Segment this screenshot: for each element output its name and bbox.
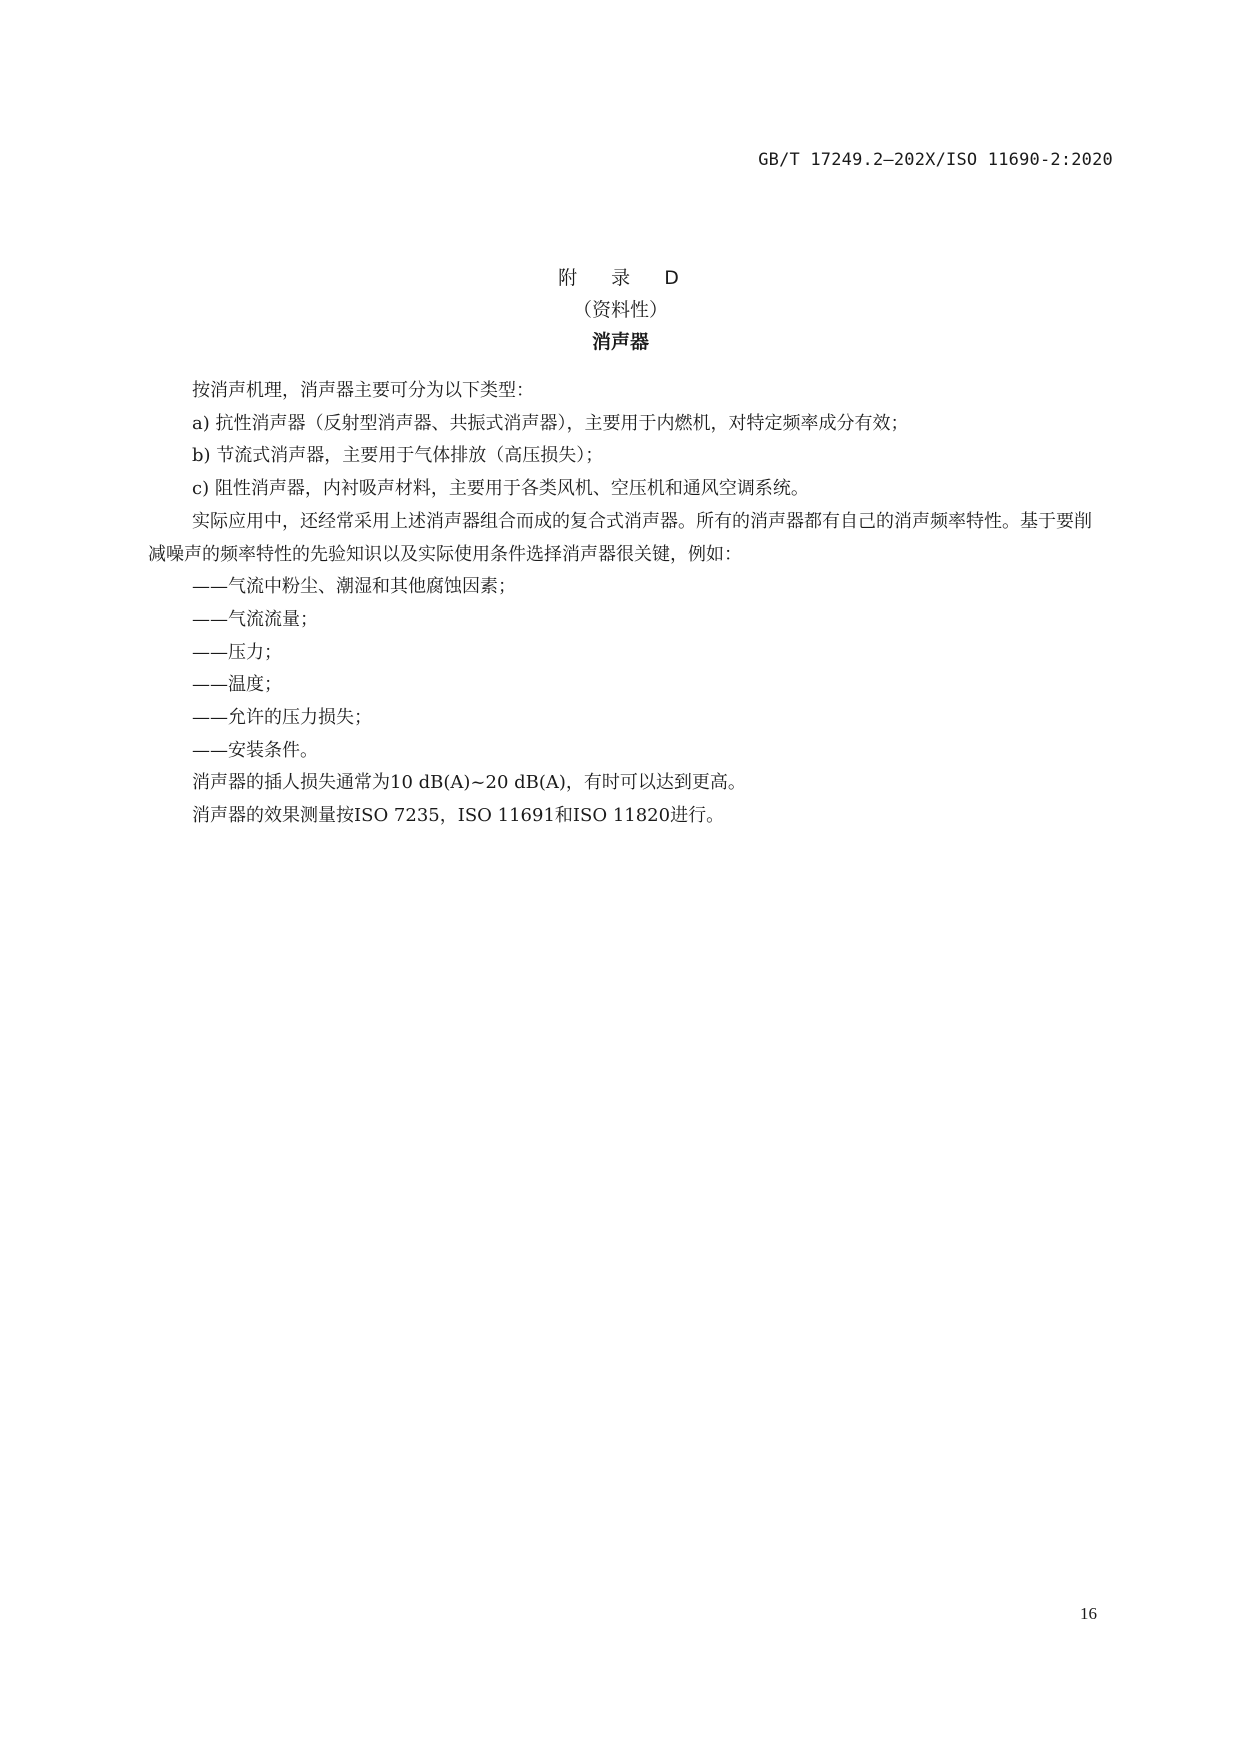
- appendix-nature: （资料性）: [572, 299, 668, 321]
- condition-item: ——允许的压力损失；: [192, 707, 372, 729]
- condition-item: ——温度；: [192, 674, 282, 696]
- body-text: [148, 375, 1108, 833]
- condition-item: ——安装条件。: [192, 739, 318, 761]
- condition-item: ——压力；: [192, 641, 282, 663]
- appendix-label: 附 录 D: [558, 267, 693, 289]
- standard-code-header: GB/T 17249.2—202X/ISO 11690-2:2020: [758, 150, 1113, 170]
- condition-item: ——气流流量；: [192, 608, 318, 630]
- list-item-type-a: a) 抗性消声器（反射型消声器、共振式消声器），主要用于内燃机，对特定频率成分有效；: [192, 412, 909, 434]
- page-number: 16: [1080, 1604, 1097, 1623]
- list-item-type-b: b) 节流式消声器，主要用于气体排放（高压损失）；: [192, 445, 604, 467]
- list-item-type-c: c) 阻性消声器，内衬吸声材料，主要用于各类风机、空压机和通风空调系统。: [192, 478, 809, 500]
- insertion-loss-paragraph: 消声器的插人损失通常为10 dB(A)~20 dB(A)，有时可以达到更高。: [192, 772, 746, 794]
- condition-item: ——气流中粉尘、潮湿和其他腐蚀因素；: [192, 576, 516, 598]
- measurement-paragraph: 消声器的效果测量按ISO 7235，ISO 11691和ISO 11820进行。: [192, 805, 725, 827]
- appendix-title-block: [0, 262, 1241, 358]
- application-paragraph: 实际应用中，还经常采用上述消声器组合而成的复合式消声器。所有的消声器都有自己的消声频率特性。基于要削减噪声的频率特性的先验知识以及实际使用条件选择消声器很关键，例如：: [148, 510, 1092, 565]
- intro-paragraph: 按消声机理，消声器主要可分为以下类型：: [192, 380, 534, 401]
- appendix-name: 消声器: [591, 331, 649, 353]
